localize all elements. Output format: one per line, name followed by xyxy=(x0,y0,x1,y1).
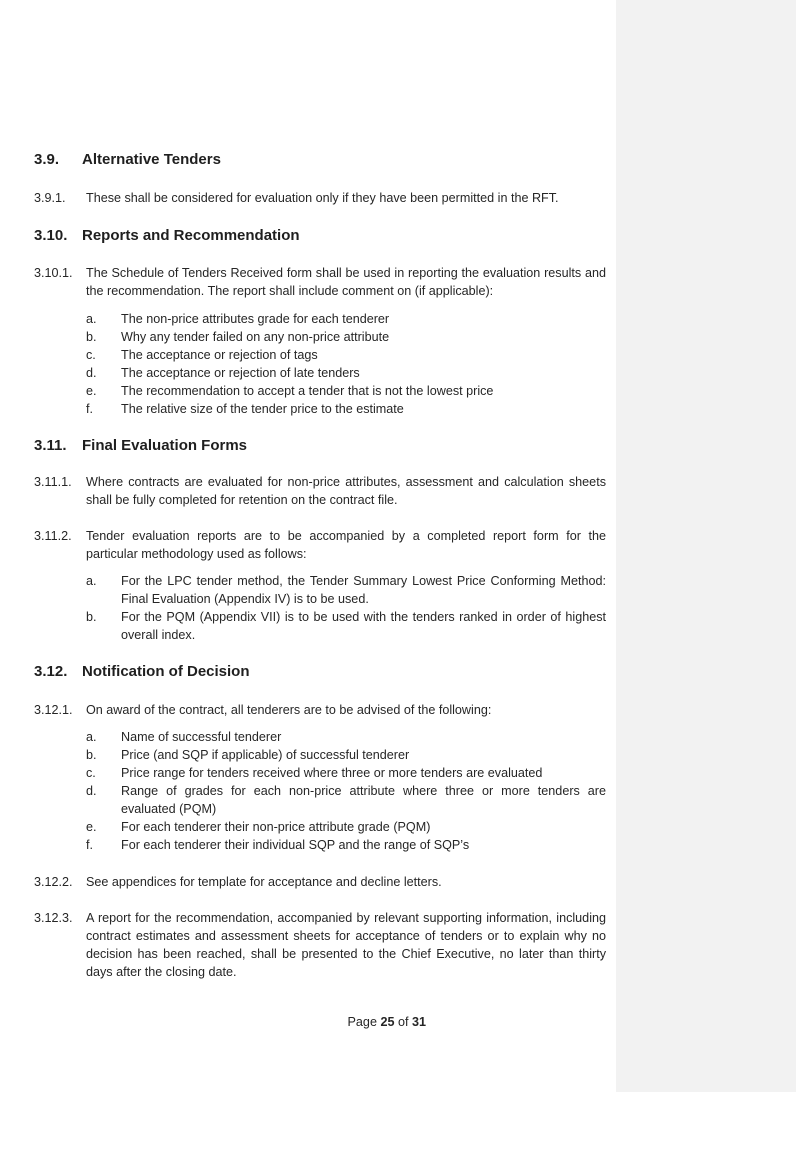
list-item xyxy=(86,572,606,608)
list-text: Range of grades for each non-price attribute where three or more tenders are evaluated (PQM) xyxy=(121,784,606,816)
list-text: For each tenderer their individual SQP and the range of SQP’s xyxy=(121,838,470,852)
paragraph-text: Where contracts are evaluated for non-price attributes, assessment and calculation sheets shall be fully completed for retention on the contract file. xyxy=(86,475,606,507)
section-title: Alternative Tenders xyxy=(82,151,221,168)
list-letter: a. xyxy=(86,574,97,588)
section-number: 3.10. xyxy=(34,227,68,244)
list-item xyxy=(86,400,606,418)
list-text: For each tenderer their non-price attribute grade (PQM) xyxy=(121,820,431,834)
list-letter: b. xyxy=(86,330,97,344)
paragraph-3-12-1 xyxy=(34,701,606,719)
comment-pane xyxy=(616,0,796,1092)
section-title: Notification of Decision xyxy=(82,663,250,680)
list-letter: a. xyxy=(86,312,97,326)
page-total: 31 xyxy=(411,1015,426,1029)
paragraph-number: 3.11.1. xyxy=(34,475,72,489)
page-prefix: Page xyxy=(347,1015,377,1029)
list-item xyxy=(86,364,606,382)
paragraph-number: 3.12.2. xyxy=(34,875,73,889)
paragraph-3-11-1 xyxy=(34,473,606,509)
list-text: For the LPC tender method, the Tender Summary Lowest Price Conforming Method: Final Evaluation (Appendix IV) is to be used. xyxy=(121,574,606,606)
list-item xyxy=(86,608,606,644)
list-item xyxy=(86,836,606,854)
paragraph-3-11-2 xyxy=(34,527,606,563)
paragraph-number: 3.12.3. xyxy=(34,911,73,925)
paragraph-text: Tender evaluation reports are to be accompanied by a completed report form for the particular methodology used as follows: xyxy=(86,529,606,561)
list-3-10-1 xyxy=(86,310,606,418)
list-letter: f. xyxy=(86,838,93,852)
list-item xyxy=(86,782,606,818)
list-text: Price (and SQP if applicable) of successful tenderer xyxy=(121,748,410,762)
list-letter: f. xyxy=(86,402,93,416)
paragraph-text: See appendices for template for acceptance and decline letters. xyxy=(86,875,442,889)
page-number: 25 xyxy=(380,1015,395,1029)
list-text: The acceptance or rejection of tags xyxy=(121,348,318,362)
list-text: The acceptance or rejection of late tenders xyxy=(121,366,360,380)
list-text: Why any tender failed on any non-price attribute xyxy=(121,330,390,344)
paragraph-text: On award of the contract, all tenderers are to be advised of the following: xyxy=(86,703,492,717)
list-item xyxy=(86,382,606,400)
section-heading-3-12 xyxy=(34,663,250,680)
list-item xyxy=(86,728,606,746)
list-text: The recommendation to accept a tender that is not the lowest price xyxy=(121,384,494,398)
list-item xyxy=(86,310,606,328)
section-heading-3-10 xyxy=(34,227,300,244)
paragraph-text: The Schedule of Tenders Received form shall be used in reporting the evaluation results and the recommendation. The report shall include comment on (if applicable): xyxy=(86,266,606,298)
list-letter: d. xyxy=(86,784,97,798)
page-footer xyxy=(348,1015,426,1029)
list-text: The relative size of the tender price to the estimate xyxy=(121,402,404,416)
paragraph-text: These shall be considered for evaluation only if they have been permitted in the RFT. xyxy=(86,191,559,205)
paragraph-number: 3.11.2. xyxy=(34,529,72,543)
list-letter: b. xyxy=(86,610,97,624)
section-number: 3.11. xyxy=(34,437,67,454)
section-heading-3-9 xyxy=(34,151,221,168)
list-3-12-1 xyxy=(86,728,606,854)
list-item xyxy=(86,746,606,764)
list-text: Price range for tenders received where three or more tenders are evaluated xyxy=(121,766,543,780)
paragraph-3-10-1 xyxy=(34,264,606,300)
list-item xyxy=(86,328,606,346)
paragraph-3-9-1 xyxy=(34,189,606,207)
list-item xyxy=(86,818,606,836)
paragraph-text: A report for the recommendation, accompanied by relevant supporting information, including contract estimates and assessment sheets for acceptance of tenders or to explain why no decision has been reached, shall be presented to the Chief Executive, no later than thirty days after the closing date. xyxy=(86,911,606,979)
list-item xyxy=(86,764,606,782)
section-title: Reports and Recommendation xyxy=(82,227,300,244)
page-of: of xyxy=(397,1015,409,1029)
paragraph-number: 3.9.1. xyxy=(34,191,66,205)
list-text: For the PQM (Appendix VII) is to be used with the tenders ranked in order of highest overall index. xyxy=(121,610,606,642)
section-number: 3.12. xyxy=(34,663,68,680)
section-number: 3.9. xyxy=(34,151,60,168)
list-letter: b. xyxy=(86,748,97,762)
list-3-11-2 xyxy=(86,572,606,644)
list-text: The non-price attributes grade for each tenderer xyxy=(121,312,390,326)
paragraph-number: 3.10.1. xyxy=(34,266,73,280)
paragraph-3-12-3 xyxy=(34,909,606,981)
list-letter: e. xyxy=(86,820,97,834)
list-letter: a. xyxy=(86,730,97,744)
list-letter: d. xyxy=(86,366,97,380)
section-title: Final Evaluation Forms xyxy=(82,437,248,454)
section-heading-3-11 xyxy=(34,437,247,454)
list-letter: c. xyxy=(86,348,96,362)
paragraph-3-12-2 xyxy=(34,873,606,891)
paragraph-number: 3.12.1. xyxy=(34,703,73,717)
list-letter: e. xyxy=(86,384,97,398)
list-letter: c. xyxy=(86,766,96,780)
list-item xyxy=(86,346,606,364)
list-text: Name of successful tenderer xyxy=(121,730,282,744)
